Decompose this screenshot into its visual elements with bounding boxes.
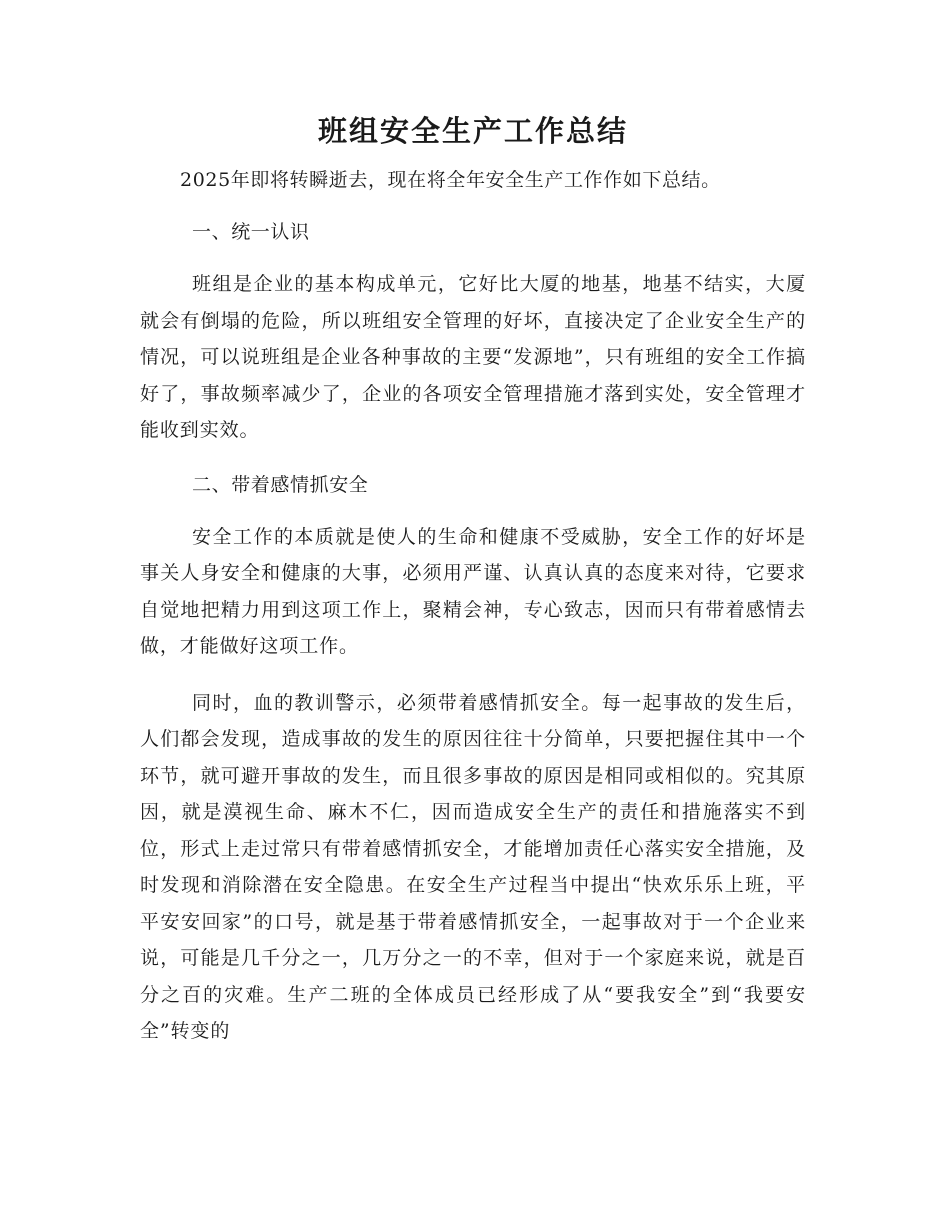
document-title: 班组安全生产工作总结 <box>317 114 628 148</box>
section-paragraph: 班组是企业的基本构成单元，它好比大厦的地基，地基不结实，大厦就会有倒塌的危险，所以班组安全管理的好坏，直接决定了企业安全生产的情况，可以说班组是企业各种事故的主要“发源地”，只有班组的安全工作搞好了，事故频率减少了，企业的各项安全管理措施才落到实处，安全管理才能收到实效。 <box>140 273 806 441</box>
section-paragraph: 同时，血的教训警示，必须带着感情抓安全。每一起事故的发生后，人们都会发现，造成事故的发生的原因往往十分简单，只要把握住其中一个环节，就可避开事故的发生，而且很多事故的原因是相同或相似的。究其原因，就是漠视生命、麻木不仁，因而造成安全生产的责任和措施落实不到位，形式上走过常只有带着感情抓安全，才能增加责任心落实安全措施，及时发现和消除潜在安全隐患。在安全生产过程当中提出“快欢乐乐上班，平平安安回家”的口号，就是基于带着感情抓安全，一起事故对于一个企业来说，可能是几千分之一，几万分之一的不幸，但对于一个家庭来说，就是百分之百的灾难。生产二班的全体成员已经形成了从“要我安全”到“我要安全”转变的 <box>140 691 806 1042</box>
document-page <box>140 108 806 1050</box>
section-heading-unified-understanding: 一、统一认识 <box>192 221 310 243</box>
section-heading-safety-with-emotion: 二、带着感情抓安全 <box>192 473 369 496</box>
section-paragraph: 安全工作的本质就是使人的生命和健康不受威胁，安全工作的好坏是事关人身安全和健康的大事，必须用严谨、认真认真的态度来对待，它要求自觉地把精力用到这项工作上，聚精会神，专心致志，因而只有带着感情去做，才能做好这项工作。 <box>140 525 806 657</box>
intro-paragraph: 2025年即将转瞬逝去，现在将全年安全生产工作作如下总结。 <box>180 169 721 191</box>
